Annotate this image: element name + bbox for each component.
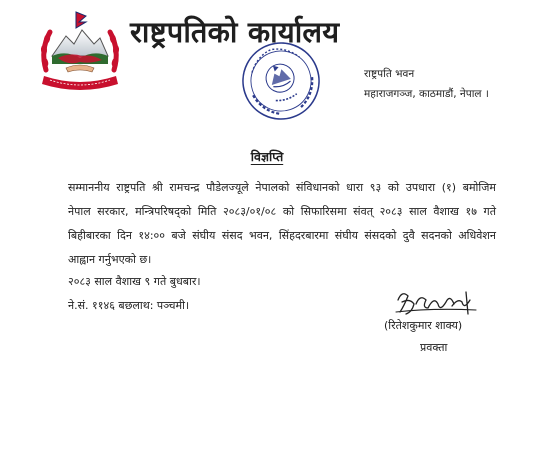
body-line: बिहीबारका दिन १४:०० बजे संघीय संसद भवन, सिंहदरबारमा संघीय संसदको दुवै सदनको अधिवेशन [68, 229, 496, 242]
signatory-title: प्रवक्ता [420, 341, 448, 354]
notice-title: विज्ञप्ति [250, 149, 284, 164]
nepal-emblem-icon [36, 10, 124, 96]
bikram-sambat-date: २०८३ साल वैशाख ९ गते बुधबार। [68, 275, 201, 288]
body-line: नेपाल सरकार, मन्त्रिपरिषद्को मिति २०८३/०१/०८ को सिफारिसमा संवत् २०८३ साल वैशाख १७ गते [68, 205, 496, 218]
body-line: आह्वान गर्नुभएको छ। [68, 253, 152, 266]
notice-body [68, 176, 496, 272]
address-line-city: महाराजगञ्ज, काठमाडौं, नेपाल । [364, 88, 489, 100]
date-block [68, 270, 201, 318]
office-address [364, 64, 489, 104]
office-stamp-icon [236, 38, 326, 124]
signatory-name: (रितेशकुमार शाक्य) [384, 319, 463, 332]
nepal-sambat-date: ने.सं. ११४६ बछलाथ: पञ्चमी। [68, 299, 190, 312]
address-line-building: राष्ट्रपति भवन [364, 68, 415, 80]
office-title: राष्ट्रपतिको कार्यालय [130, 15, 340, 49]
notice-heading [0, 148, 534, 165]
body-line: सम्माननीय राष्ट्रपति श्री रामचन्द्र पौडेलज्यूले नेपालको संविधानको धारा ९३ को उपधारा (१) बमोजिम [68, 181, 496, 194]
